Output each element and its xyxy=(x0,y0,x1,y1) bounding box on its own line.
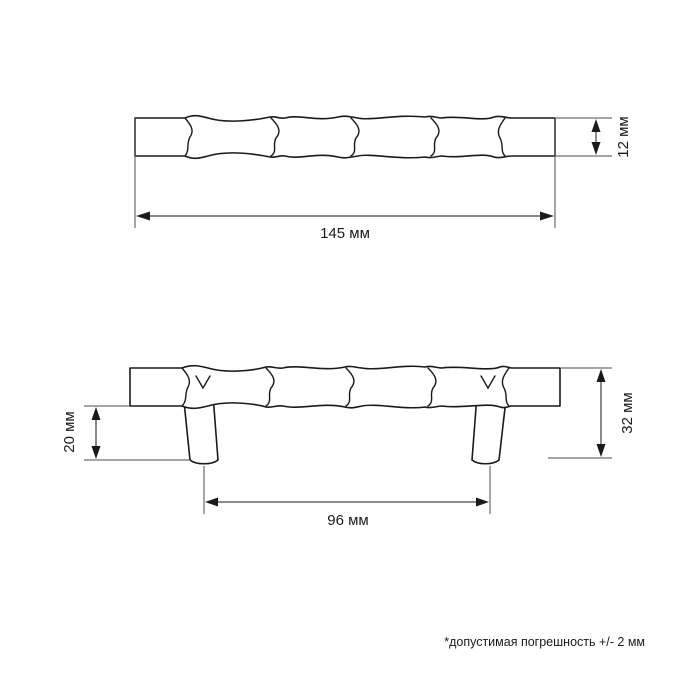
diameter-label: 12 мм xyxy=(615,116,632,158)
total-height-arrow-bottom xyxy=(597,444,606,457)
side-view xyxy=(61,366,636,529)
top-view xyxy=(135,116,632,242)
top-view-handle-body xyxy=(135,116,555,159)
hole-spacing-arrow-left xyxy=(205,498,218,507)
total-height-arrow-top xyxy=(597,369,606,382)
diameter-arrow-bottom xyxy=(592,142,601,155)
leg-height-arrow-top xyxy=(92,407,101,420)
tolerance-footnote: *допустимая погрешность +/- 2 мм xyxy=(444,635,645,649)
length-arrow-left xyxy=(136,212,150,221)
length-label: 145 мм xyxy=(320,225,370,242)
hole-spacing-label: 96 мм xyxy=(327,512,369,529)
leg-height-arrow-bottom xyxy=(92,446,101,459)
diameter-arrow-top xyxy=(592,119,601,132)
length-arrow-right xyxy=(540,212,554,221)
leg-height-label: 20 мм xyxy=(61,411,78,453)
total-height-label: 32 мм xyxy=(619,392,636,434)
side-view-handle-body xyxy=(130,366,560,409)
hole-spacing-arrow-right xyxy=(476,498,489,507)
